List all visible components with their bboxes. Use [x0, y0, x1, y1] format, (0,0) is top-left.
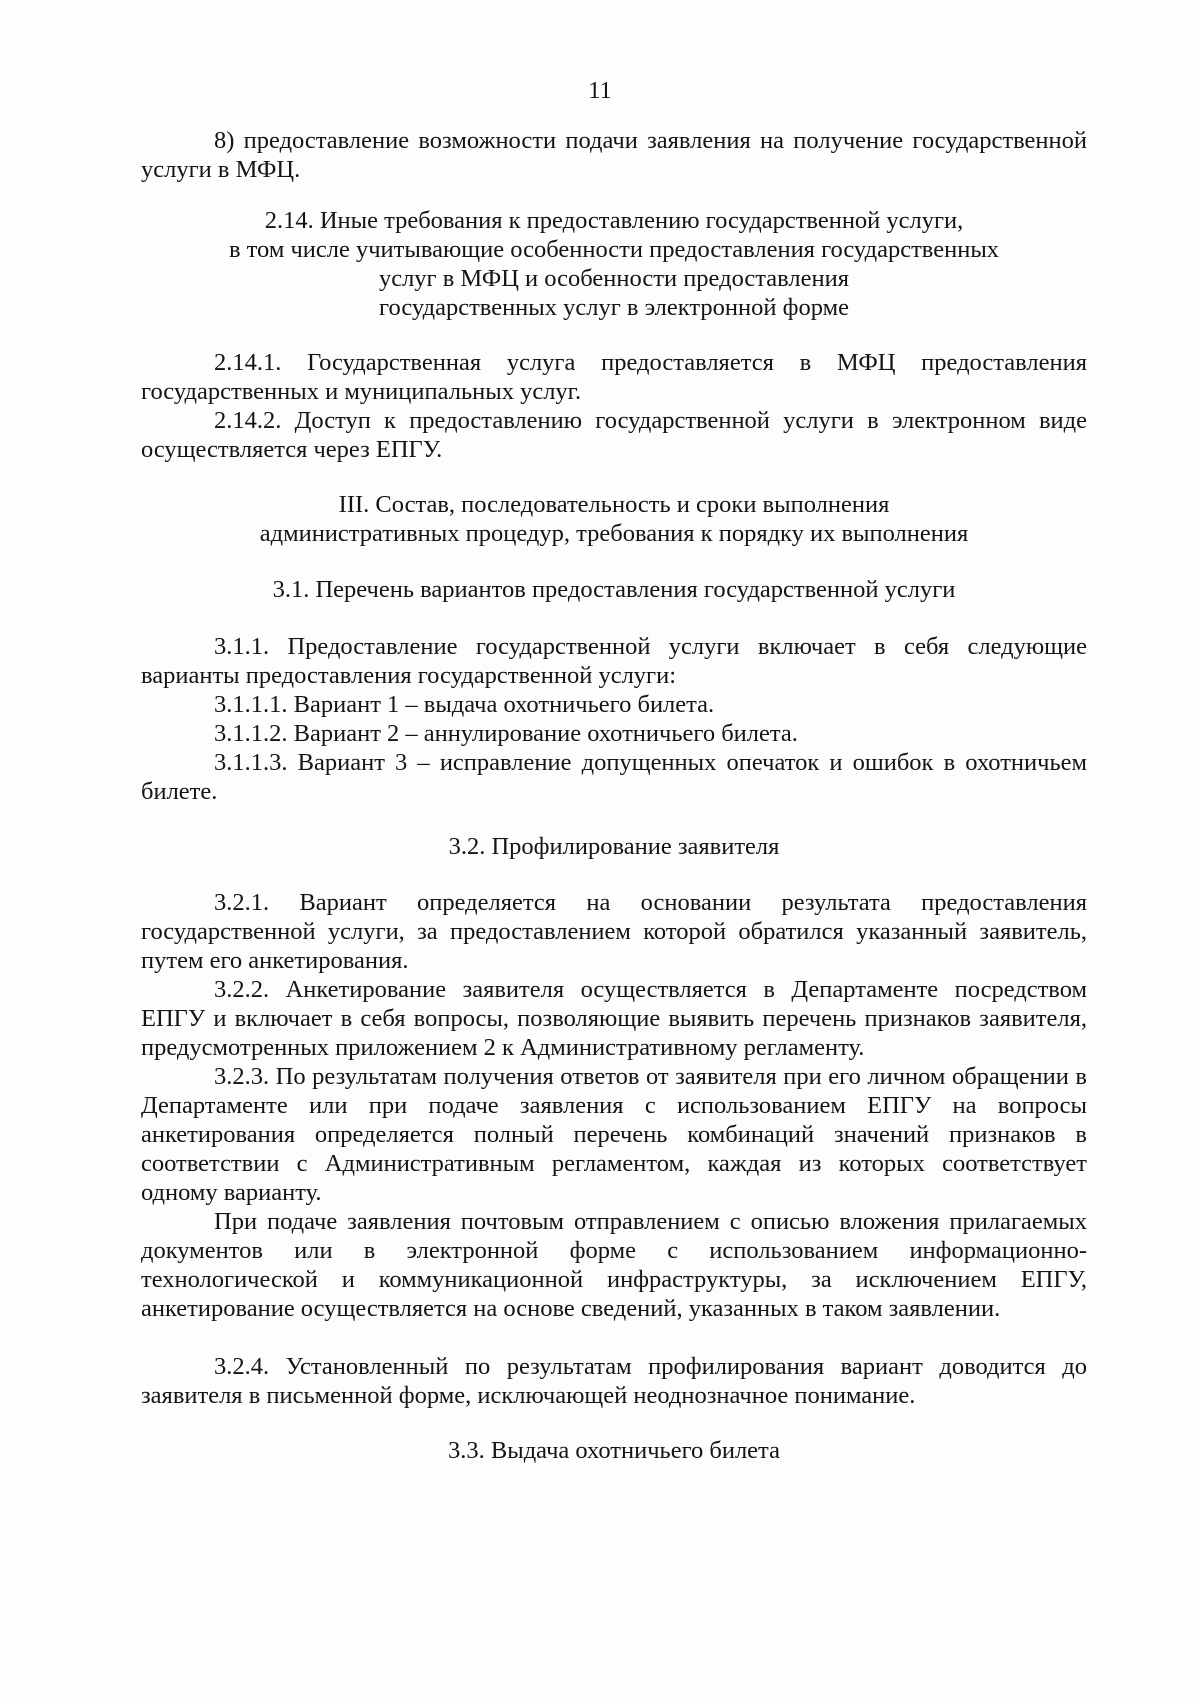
paragraph-3-1-1-3: 3.1.1.3. Вариант 3 – исправление допущенных опечаток и ошибок в охотничьем билете.	[141, 749, 1087, 805]
heading-2-14-line-3: услуг в МФЦ и особенности предоставления	[378, 265, 850, 292]
paragraph-3-2-3-postal: При подаче заявления почтовым отправлением с описью вложения прилагаемых документов или в электронной форме с использованием информационно-технологической и коммуникационной инфраструктуры, за исключением ЕПГУ, анкетирование осуществляется на основе сведений, указанных в таком заявлении.	[141, 1208, 1087, 1322]
heading-3-3: 3.3. Выдача охотничьего билета	[448, 1437, 780, 1464]
heading-3-2: 3.2. Профилирование заявителя	[448, 833, 780, 860]
heading-2-14	[141, 206, 1087, 322]
paragraph-3-1-1-2: 3.1.1.2. Вариант 2 – аннулирование охотничьего билета.	[214, 720, 798, 747]
paragraph-3-1-1: 3.1.1. Предоставление государственной услуги включает в себя следующие варианты предоставления государственной услуги:	[141, 633, 1087, 689]
paragraph-3-2-1: 3.2.1. Вариант определяется на основании результата предоставления государственной услуги, за предоставлением которой обратился указанный заявитель, путем его анкетирования.	[141, 889, 1087, 974]
heading-section-3-line-2: административных процедур, требования к порядку их выполнения	[259, 520, 969, 547]
heading-section-3-line-1: III. Состав, последовательность и сроки выполнения	[338, 491, 890, 518]
heading-3-1: 3.1. Перечень вариантов предоставления государственной услуги	[272, 576, 956, 603]
paragraph-3-2-3: 3.2.3. По результатам получения ответов от заявителя при его личном обращении в Департаменте или при подаче заявления с использованием ЕПГУ на вопросы анкетирования определяется полный перечень комбинаций значений признаков в соответствии с Административным регламентом, каждая из которых соответствует одному варианту.	[141, 1063, 1087, 1206]
heading-section-3	[141, 490, 1087, 548]
heading-2-14-line-1: 2.14. Иные требования к предоставлению государственной услуги,	[264, 207, 964, 234]
paragraph-2-14-1: 2.14.1. Государственная услуга предоставляется в МФЦ предоставления государственных и муниципальных услуг.	[141, 349, 1087, 405]
paragraph-2-14-2: 2.14.2. Доступ к предоставлению государственной услуги в электронном виде осуществляется через ЕПГУ.	[141, 407, 1087, 463]
heading-2-14-line-2: в том числе учитывающие особенности предоставления государственных	[228, 236, 1000, 263]
paragraph-3-1-1-1: 3.1.1.1. Вариант 1 – выдача охотничьего билета.	[214, 691, 715, 718]
heading-2-14-line-4: государственных услуг в электронной форме	[379, 294, 849, 321]
page-number: 11	[588, 77, 612, 104]
paragraph-3-2-2: 3.2.2. Анкетирование заявителя осуществляется в Департаменте посредством ЕПГУ и включает в себя вопросы, позволяющие выявить перечень признаков заявителя, предусмотренных приложением 2 к Административному регламенту.	[141, 976, 1087, 1061]
paragraph-3-2-4: 3.2.4. Установленный по результатам профилирования вариант доводится до заявителя в письменной форме, исключающей неоднозначное понимание.	[141, 1353, 1087, 1409]
paragraph-item-8: 8) предоставление возможности подачи заявления на получение государственной услуги в МФЦ.	[141, 127, 1087, 183]
